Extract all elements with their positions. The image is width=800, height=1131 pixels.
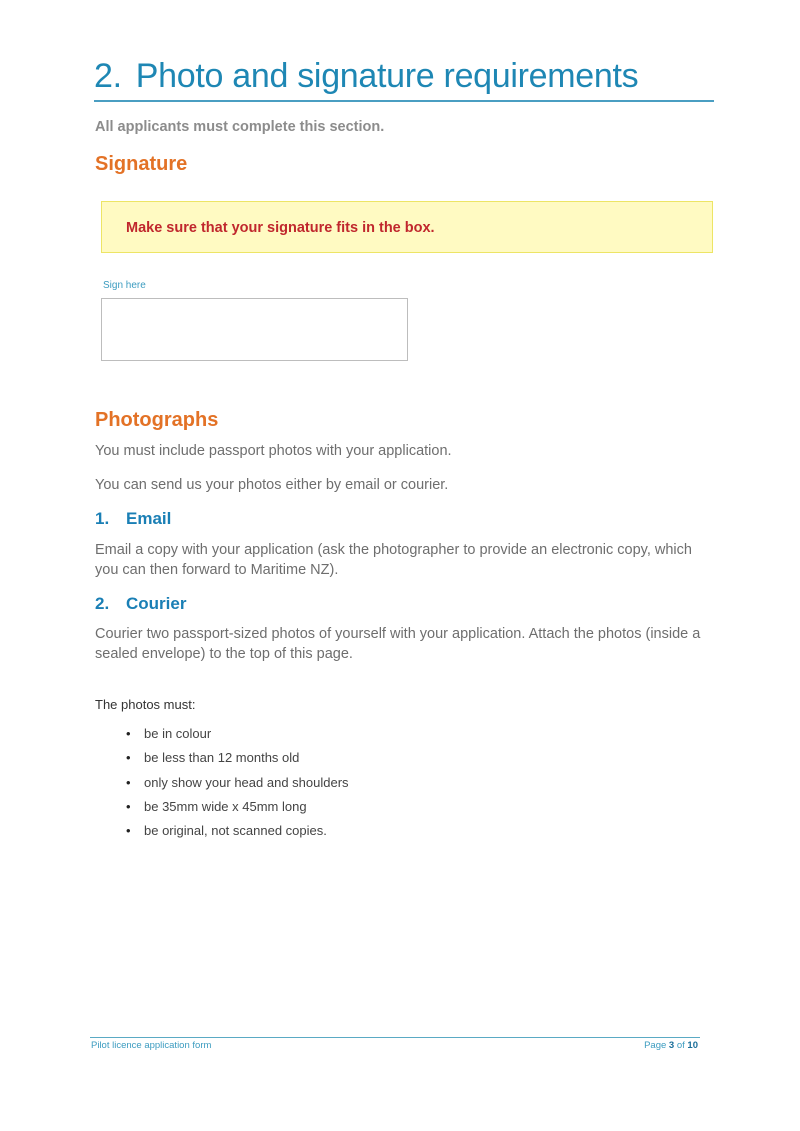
photographs-intro-1: You must include passport photos with your application. (95, 443, 452, 459)
signature-alert-box (101, 201, 713, 253)
footer-divider (90, 1037, 700, 1038)
footer-page-number: Page 3 of 10 (644, 1040, 698, 1051)
requirements-intro: The photos must: (95, 697, 196, 712)
photographs-heading: Photographs (95, 409, 219, 431)
option-email-number: 1. (95, 509, 110, 528)
list-item: • be 35mm wide x 45mm long (126, 797, 349, 821)
list-item: • be in colour (126, 724, 349, 748)
signature-heading: Signature (95, 153, 188, 175)
photographs-intro-2: You can send us your photos either by email or courier. (95, 477, 449, 493)
signature-field[interactable] (101, 298, 408, 361)
signature-alert-text: Make sure that your signature fits in the box. (126, 220, 435, 236)
sign-here-label: Sign here (103, 280, 146, 291)
option-email-heading (95, 509, 171, 529)
option-courier-title: Courier (126, 594, 187, 613)
page-title (94, 56, 714, 102)
section-instruction: All applicants must complete this section. (95, 119, 385, 135)
bullet-icon: • (126, 774, 131, 790)
section-title: Photo and signature requirements (135, 57, 639, 95)
footer-form-name: Pilot licence application form (91, 1040, 212, 1051)
option-courier-heading (95, 594, 186, 614)
option-courier-number: 2. (95, 594, 110, 613)
bullet-icon: • (126, 750, 131, 766)
bullet-icon: • (126, 823, 131, 839)
bullet-icon: • (126, 726, 131, 741)
list-item: • be original, not scanned copies. (126, 821, 349, 845)
list-item: • only show your head and shoulders (126, 773, 349, 797)
requirements-list (126, 724, 349, 845)
option-email-title: Email (126, 509, 172, 528)
section-number: 2. (94, 57, 122, 95)
option-email-text: Email a copy with your application (ask the photographer to provide an electronic copy, which you can then forward to Maritime NZ). (95, 542, 692, 578)
list-item: • be less than 12 months old (126, 748, 349, 772)
option-courier-text: Courier two passport-sized photos of yourself with your application. Attach the photos (inside a sealed envelope) to the top of this page. (95, 626, 701, 662)
bullet-icon: • (126, 798, 131, 814)
